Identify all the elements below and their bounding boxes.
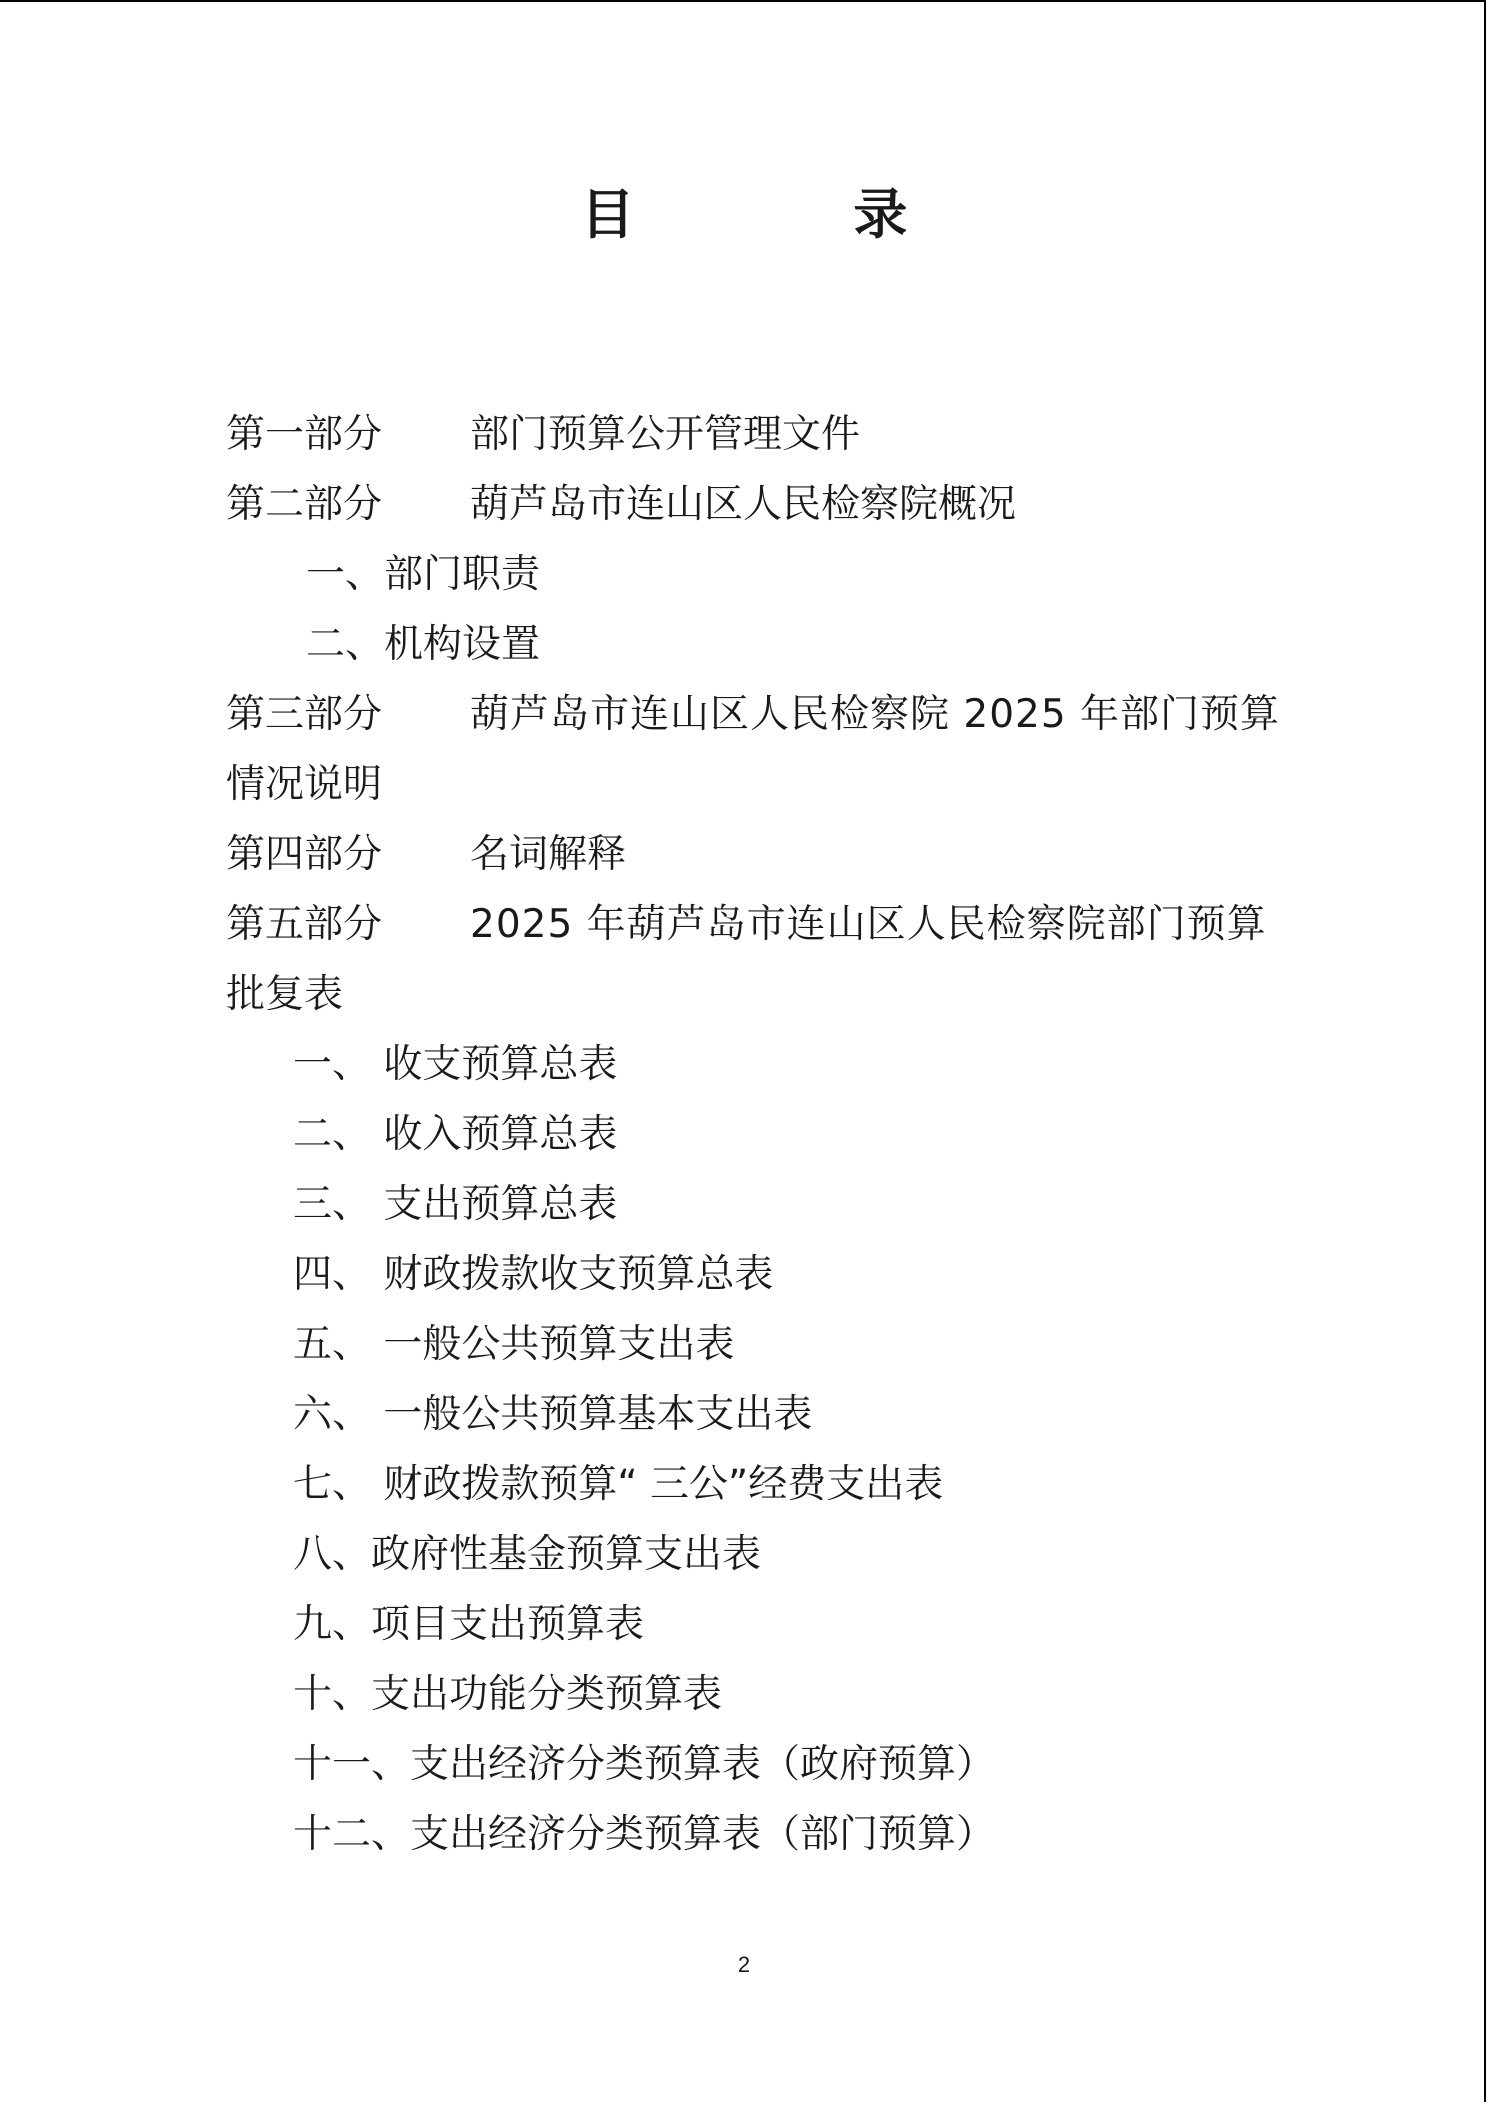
toc-entry-part1[interactable] xyxy=(226,400,1266,470)
toc-subentry[interactable]: 八、政府性基金预算支出表 xyxy=(293,1532,762,1577)
toc-subentry[interactable]: 二、机构设置 xyxy=(306,622,541,667)
toc-subentry[interactable]: 二、 收入预算总表 xyxy=(293,1112,618,1157)
part-title: 2025 年葫芦岛市连山区人民检察院部门预算 xyxy=(470,902,1267,947)
toc-entry-part2[interactable] xyxy=(226,470,1266,540)
toc-subentry[interactable]: 六、 一般公共预算基本支出表 xyxy=(293,1392,813,1437)
toc-subentry[interactable]: 七、 财政拨款预算“ 三公”经费支出表 xyxy=(293,1462,944,1507)
toc-subentry[interactable]: 十、支出功能分类预算表 xyxy=(293,1672,723,1717)
part-label: 第四部分 xyxy=(226,832,383,877)
table-of-contents xyxy=(226,400,1281,1870)
part-label: 第二部分 xyxy=(226,482,383,527)
page-number: 2 xyxy=(737,1952,751,1977)
toc-subentry[interactable]: 十一、支出经济分类预算表（政府预算） xyxy=(293,1742,996,1787)
toc-subentry[interactable]: 三、 支出预算总表 xyxy=(293,1182,618,1227)
part-title: 葫芦岛市连山区人民检察院 2025 年部门预算 xyxy=(470,692,1281,737)
toc-subentry[interactable]: 一、部门职责 xyxy=(306,552,541,597)
toc-subentry[interactable]: 四、 财政拨款收支预算总表 xyxy=(293,1252,774,1297)
toc-entry-part5[interactable] xyxy=(226,890,1266,960)
toc-title: 目 录 xyxy=(580,183,1008,246)
part-title: 葫芦岛市连山区人民检察院概况 xyxy=(470,482,1017,527)
toc-entry-part4[interactable] xyxy=(226,820,1266,890)
toc-subentry[interactable]: 九、项目支出预算表 xyxy=(293,1602,645,1647)
toc-subentry[interactable]: 一、 收支预算总表 xyxy=(293,1042,618,1087)
part-title: 名词解释 xyxy=(470,832,627,877)
toc-subentry[interactable]: 五、 一般公共预算支出表 xyxy=(293,1322,735,1367)
part-label: 第五部分 xyxy=(226,902,383,947)
toc-entry-part3[interactable] xyxy=(226,680,1281,750)
part-label: 第三部分 xyxy=(226,692,383,737)
part-title: 部门预算公开管理文件 xyxy=(470,412,861,457)
toc-subentry[interactable]: 十二、支出经济分类预算表（部门预算） xyxy=(293,1812,996,1857)
toc-entry-continuation[interactable]: 情况说明 xyxy=(226,762,383,807)
toc-entry-continuation[interactable]: 批复表 xyxy=(226,972,344,1017)
part-label: 第一部分 xyxy=(226,412,383,457)
